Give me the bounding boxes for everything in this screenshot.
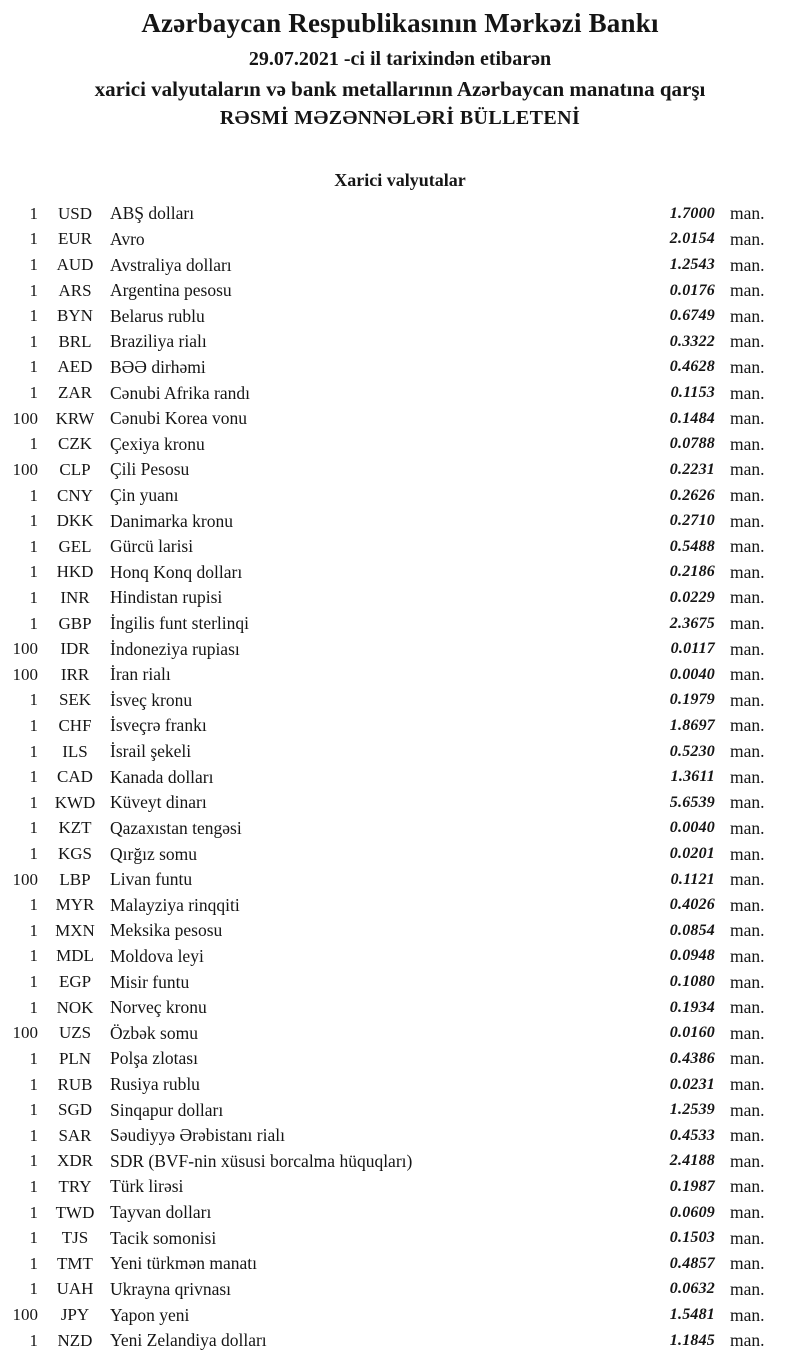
quantity-cell: 1 bbox=[29, 613, 38, 633]
table-row bbox=[0, 1251, 800, 1277]
table-row bbox=[0, 508, 800, 534]
table-row bbox=[0, 1097, 800, 1123]
unit-label-cell: man. bbox=[730, 766, 765, 787]
quantity-cell: 1 bbox=[29, 383, 38, 403]
quantity-cell: 1 bbox=[29, 229, 38, 249]
currency-code-cell: GEL bbox=[58, 536, 92, 556]
currency-code-cell: KWD bbox=[54, 792, 96, 812]
quantity-cell: 1 bbox=[29, 511, 38, 531]
table-row bbox=[0, 969, 800, 995]
table-row bbox=[0, 1225, 800, 1251]
currency-code-cell: AED bbox=[57, 357, 93, 377]
rate-value-cell: 2.0154 bbox=[669, 230, 715, 248]
quantity-cell: 100 bbox=[12, 639, 38, 659]
table-row bbox=[0, 1046, 800, 1072]
rate-value-cell: 0.4386 bbox=[669, 1049, 715, 1067]
table-row bbox=[0, 406, 800, 432]
currency-name-cell: Honq Konq dolları bbox=[110, 561, 243, 582]
rate-value-cell: 0.0609 bbox=[669, 1203, 715, 1221]
rate-value-cell: 0.0632 bbox=[669, 1280, 715, 1298]
rate-value-cell: 1.5481 bbox=[669, 1306, 715, 1323]
quantity-cell: 1 bbox=[29, 767, 38, 787]
table-row bbox=[0, 355, 800, 381]
table-row bbox=[0, 944, 800, 970]
currency-code-cell: DKK bbox=[56, 511, 94, 531]
quantity-cell: 1 bbox=[29, 1202, 38, 1222]
rate-value-cell: 0.0040 bbox=[669, 665, 715, 683]
currency-code-cell: TRY bbox=[58, 1176, 92, 1196]
currency-code-cell: NZD bbox=[57, 1330, 93, 1350]
currency-name-cell: Cənubi Afrika randı bbox=[110, 382, 250, 403]
unit-label-cell: man. bbox=[730, 638, 765, 659]
unit-label-cell: man. bbox=[730, 817, 765, 838]
currency-code-cell: KRW bbox=[55, 408, 95, 428]
currency-code-cell: PLN bbox=[58, 1048, 92, 1068]
rate-value-cell: 0.0231 bbox=[669, 1075, 715, 1093]
unit-label-cell: man. bbox=[730, 869, 765, 890]
table-row bbox=[0, 1277, 800, 1303]
quantity-cell: 1 bbox=[29, 203, 38, 223]
rate-value-cell: 0.1934 bbox=[669, 998, 715, 1016]
table-row bbox=[0, 252, 800, 278]
currency-name-cell: Küveyt dinarı bbox=[110, 792, 207, 813]
table-row bbox=[0, 1149, 800, 1175]
bulletin-title: RƏSMİ MƏZƏNNƏLƏRİ BÜLLETENİ bbox=[219, 107, 581, 129]
rate-value-cell: 0.0176 bbox=[669, 281, 715, 299]
currency-name-cell: Çili Pesosu bbox=[110, 459, 190, 480]
unit-label-cell: man. bbox=[730, 254, 765, 275]
unit-label-cell: man. bbox=[730, 280, 765, 301]
quantity-cell: 1 bbox=[29, 485, 38, 505]
currency-code-cell: EGP bbox=[58, 972, 92, 992]
quantity-cell: 1 bbox=[29, 280, 38, 300]
currency-name-cell: Braziliya rialı bbox=[110, 331, 207, 352]
currency-code-cell: KZT bbox=[58, 818, 92, 838]
currency-code-cell: BRL bbox=[58, 331, 92, 351]
currency-code-cell: TWD bbox=[55, 1202, 95, 1222]
rate-value-cell: 0.6749 bbox=[669, 307, 715, 325]
currency-name-cell: Avstraliya dolları bbox=[110, 254, 232, 275]
unit-label-cell: man. bbox=[730, 1227, 765, 1248]
table-row bbox=[0, 1021, 800, 1047]
unit-label-cell: man. bbox=[730, 920, 765, 941]
quantity-cell: 1 bbox=[29, 587, 38, 607]
rate-value-cell: 1.7000 bbox=[669, 204, 715, 222]
currency-name-cell: İsveç kronu bbox=[110, 689, 193, 710]
currency-name-cell: Qazaxıstan tengəsi bbox=[110, 817, 242, 838]
currency-name-cell: Moldova leyi bbox=[110, 945, 204, 966]
currency-code-cell: KGS bbox=[57, 844, 92, 864]
currency-code-cell: JPY bbox=[60, 1305, 90, 1324]
currency-code-cell: CHF bbox=[58, 715, 92, 735]
currency-code-cell: LBP bbox=[59, 869, 91, 889]
table-row bbox=[0, 457, 800, 483]
quantity-cell: 1 bbox=[29, 1176, 38, 1196]
currency-code-cell: MXN bbox=[55, 920, 95, 940]
unit-label-cell: man. bbox=[730, 997, 765, 1018]
table-row bbox=[0, 867, 800, 893]
table-row bbox=[0, 841, 800, 867]
unit-label-cell: man. bbox=[730, 1074, 765, 1095]
currency-code-cell: XDR bbox=[57, 1151, 93, 1171]
currency-code-cell: TJS bbox=[61, 1228, 89, 1248]
table-row bbox=[0, 1302, 800, 1328]
currency-code-cell: EUR bbox=[58, 229, 92, 249]
rate-value-cell: 0.0948 bbox=[669, 947, 715, 965]
unit-label-cell: man. bbox=[730, 1099, 765, 1120]
rate-value-cell: 0.1484 bbox=[669, 409, 715, 427]
quantity-cell: 100 bbox=[12, 459, 38, 479]
rate-value-cell: 0.1121 bbox=[670, 870, 715, 888]
table-row bbox=[0, 483, 800, 509]
table-row bbox=[0, 560, 800, 586]
rate-value-cell: 5.6539 bbox=[669, 793, 715, 811]
table-row bbox=[0, 227, 800, 253]
currency-code-cell: SAR bbox=[58, 1125, 92, 1145]
section-title-foreign-currencies: Xarici valyutalar bbox=[334, 170, 466, 190]
rate-value-cell: 0.0201 bbox=[669, 845, 715, 863]
currency-code-cell: MDL bbox=[56, 946, 94, 966]
currency-code-cell: ARS bbox=[58, 280, 92, 300]
unit-label-cell: man. bbox=[730, 945, 765, 966]
currency-name-cell: Çin yuanı bbox=[110, 485, 179, 505]
unit-label-cell: man. bbox=[730, 1150, 765, 1171]
currency-name-cell: İndoneziya rupiası bbox=[110, 638, 240, 659]
quantity-cell: 1 bbox=[29, 1100, 38, 1120]
rate-value-cell: 0.5488 bbox=[669, 537, 715, 555]
unit-label-cell: man. bbox=[730, 305, 765, 326]
quantity-cell: 1 bbox=[29, 844, 38, 864]
currency-code-cell: IRR bbox=[60, 664, 90, 684]
currency-name-cell: Hindistan rupisi bbox=[110, 587, 223, 608]
unit-label-cell: man. bbox=[730, 1048, 765, 1069]
rate-value-cell: 0.0117 bbox=[670, 640, 715, 658]
rate-value-cell: 0.4026 bbox=[669, 896, 715, 914]
quantity-cell: 1 bbox=[29, 715, 38, 735]
currency-code-cell: NOK bbox=[56, 997, 94, 1017]
quantity-cell: 1 bbox=[29, 357, 38, 377]
currency-name-cell: Tacik somonisi bbox=[110, 1227, 217, 1248]
unit-label-cell: man. bbox=[730, 689, 765, 710]
currency-name-cell: SDR (BVF-nin xüsusi borcalma hüquqları) bbox=[110, 1150, 413, 1171]
rate-value-cell: 0.4533 bbox=[669, 1126, 715, 1144]
currency-name-cell: Kanada dolları bbox=[110, 766, 214, 787]
currency-name-cell: Polşa zlotası bbox=[110, 1048, 198, 1069]
unit-label-cell: man. bbox=[730, 485, 765, 505]
unit-label-cell: man. bbox=[730, 561, 765, 582]
rate-value-cell: 1.2543 bbox=[669, 256, 715, 274]
table-row bbox=[0, 1200, 800, 1226]
unit-label-cell: man. bbox=[730, 843, 765, 864]
unit-label-cell: man. bbox=[730, 1278, 765, 1299]
table-row bbox=[0, 1328, 800, 1353]
currency-code-cell: CNY bbox=[57, 485, 93, 505]
unit-label-cell: man. bbox=[730, 894, 765, 915]
unit-label-cell: man. bbox=[730, 203, 765, 224]
quantity-cell: 1 bbox=[29, 1228, 38, 1248]
table-row bbox=[0, 918, 800, 944]
currency-name-cell: Belarus rublu bbox=[110, 305, 205, 326]
unit-label-cell: man. bbox=[730, 1304, 765, 1325]
currency-code-cell: GBP bbox=[58, 613, 92, 633]
unit-label-cell: man. bbox=[730, 1176, 765, 1197]
currency-name-cell: Səudiyyə Ərəbistanı rialı bbox=[110, 1125, 285, 1146]
currency-code-cell: ILS bbox=[62, 741, 88, 761]
quantity-cell: 100 bbox=[12, 664, 38, 684]
effective-date-line: 29.07.2021 -ci il tarixindən etibarən bbox=[248, 48, 552, 70]
rate-value-cell: 0.5230 bbox=[669, 742, 715, 760]
rate-value-cell: 0.4857 bbox=[669, 1254, 715, 1272]
table-row bbox=[0, 1123, 800, 1149]
quantity-cell: 1 bbox=[29, 1253, 38, 1273]
table-row bbox=[0, 764, 800, 790]
unit-label-cell: man. bbox=[730, 433, 765, 454]
quantity-cell: 100 bbox=[12, 408, 38, 428]
unit-label-cell: man. bbox=[730, 1022, 765, 1043]
currency-name-cell: Çexiya kronu bbox=[110, 433, 205, 454]
quantity-cell: 1 bbox=[29, 972, 38, 992]
table-row bbox=[0, 790, 800, 816]
table-row bbox=[0, 611, 800, 637]
quantity-cell: 1 bbox=[29, 434, 38, 454]
rate-value-cell: 1.2539 bbox=[669, 1101, 715, 1119]
rate-value-cell: 0.0040 bbox=[669, 819, 715, 837]
quantity-cell: 1 bbox=[29, 818, 38, 838]
unit-label-cell: man. bbox=[730, 536, 765, 557]
quantity-cell: 1 bbox=[29, 792, 38, 812]
unit-label-cell: man. bbox=[730, 741, 765, 762]
rate-value-cell: 0.0788 bbox=[669, 435, 715, 453]
currency-code-cell: ZAR bbox=[58, 383, 92, 403]
quantity-cell: 1 bbox=[29, 536, 38, 556]
quantity-cell: 1 bbox=[29, 562, 38, 582]
currency-name-cell: Avro bbox=[110, 228, 145, 249]
currency-code-cell: UZS bbox=[58, 1023, 92, 1043]
rate-value-cell: 0.1979 bbox=[669, 691, 715, 709]
rate-value-cell: 0.2231 bbox=[669, 460, 715, 478]
quantity-cell: 1 bbox=[29, 1151, 38, 1171]
currency-code-cell: USD bbox=[57, 203, 92, 223]
currency-name-cell: Argentina pesosu bbox=[110, 280, 232, 301]
unit-label-cell: man. bbox=[730, 1253, 765, 1274]
currency-name-cell: Yeni türkmən manatı bbox=[110, 1253, 257, 1274]
quantity-cell: 1 bbox=[29, 920, 38, 940]
currency-code-cell: AUD bbox=[56, 255, 94, 275]
currency-name-cell: Danimarka kronu bbox=[110, 510, 233, 531]
table-row bbox=[0, 201, 800, 227]
currency-name-cell: Gürcü larisi bbox=[110, 536, 194, 557]
currency-name-cell: Ukrayna qrivnası bbox=[110, 1278, 232, 1299]
table-row bbox=[0, 816, 800, 842]
quantity-cell: 1 bbox=[29, 997, 38, 1017]
quantity-cell: 100 bbox=[12, 869, 38, 889]
table-row bbox=[0, 662, 800, 688]
quantity-cell: 1 bbox=[29, 690, 38, 710]
rate-value-cell: 0.2710 bbox=[669, 512, 715, 530]
rate-value-cell: 0.2186 bbox=[669, 563, 715, 581]
currency-name-cell: Meksika pesosu bbox=[110, 920, 223, 941]
rate-value-cell: 2.3675 bbox=[669, 614, 715, 632]
table-row bbox=[0, 739, 800, 765]
currency-name-cell: Yeni Zelandiya dolları bbox=[110, 1330, 267, 1351]
currency-name-cell: Sinqapur dolları bbox=[110, 1099, 224, 1120]
currency-name-cell: Qırğız somu bbox=[110, 843, 198, 864]
rate-value-cell: 0.0160 bbox=[669, 1024, 715, 1042]
currency-code-cell: CZK bbox=[58, 434, 92, 454]
unit-label-cell: man. bbox=[730, 331, 765, 352]
currency-name-cell: İran rialı bbox=[110, 664, 171, 685]
table-row bbox=[0, 1072, 800, 1098]
unit-label-cell: man. bbox=[730, 1330, 765, 1351]
currency-name-cell: Yapon yeni bbox=[110, 1304, 190, 1325]
currency-code-cell: INR bbox=[60, 587, 90, 607]
rates-table-body bbox=[0, 201, 800, 1353]
currency-name-cell: İsveçrə frankı bbox=[110, 715, 207, 736]
currency-name-cell: Malayziya rinqqiti bbox=[110, 894, 240, 915]
currency-code-cell: SGD bbox=[57, 1100, 92, 1120]
currency-name-cell: Cənubi Korea vonu bbox=[110, 408, 248, 429]
unit-label-cell: man. bbox=[730, 408, 765, 429]
currency-name-cell: Misir funtu bbox=[110, 971, 190, 992]
currency-name-cell: Özbək somu bbox=[110, 1022, 198, 1043]
quantity-cell: 1 bbox=[29, 946, 38, 966]
unit-label-cell: man. bbox=[730, 382, 765, 403]
currency-code-cell: RUB bbox=[57, 1074, 93, 1094]
table-row bbox=[0, 636, 800, 662]
quantity-cell: 100 bbox=[12, 1023, 38, 1043]
currency-code-cell: HKD bbox=[56, 562, 94, 582]
currency-name-cell: İngilis funt sterlinqi bbox=[110, 613, 250, 634]
quantity-cell: 1 bbox=[29, 1279, 38, 1299]
table-row bbox=[0, 329, 800, 355]
table-row bbox=[0, 278, 800, 304]
table-row bbox=[0, 534, 800, 560]
unit-label-cell: man. bbox=[730, 792, 765, 813]
rate-value-cell: 0.1080 bbox=[669, 973, 715, 991]
rate-value-cell: 1.1845 bbox=[669, 1331, 715, 1349]
currency-name-cell: Türk lirəsi bbox=[110, 1176, 184, 1197]
currency-name-cell: İsrail şekeli bbox=[110, 741, 192, 762]
unit-label-cell: man. bbox=[730, 1125, 765, 1146]
currency-code-cell: BYN bbox=[57, 306, 93, 326]
unit-label-cell: man. bbox=[730, 971, 765, 992]
document-header bbox=[0, 0, 800, 130]
rate-value-cell: 0.0229 bbox=[669, 588, 715, 606]
quantity-cell: 1 bbox=[29, 255, 38, 275]
quantity-cell: 100 bbox=[12, 1305, 38, 1324]
currency-name-cell: Livan funtu bbox=[110, 869, 193, 890]
currency-code-cell: UAH bbox=[56, 1279, 94, 1299]
rate-value-cell: 0.1153 bbox=[670, 384, 715, 402]
currency-code-cell: CLP bbox=[59, 459, 91, 479]
currency-code-cell: SEK bbox=[58, 690, 92, 710]
table-row bbox=[0, 713, 800, 739]
table-row bbox=[0, 688, 800, 714]
rate-value-cell: 0.0854 bbox=[669, 921, 715, 939]
currency-name-cell: Rusiya rublu bbox=[110, 1074, 200, 1095]
unit-label-cell: man. bbox=[730, 587, 765, 608]
unit-label-cell: man. bbox=[730, 613, 765, 634]
unit-label-cell: man. bbox=[730, 510, 765, 531]
unit-label-cell: man. bbox=[730, 664, 765, 685]
currency-code-cell: CAD bbox=[57, 767, 93, 787]
table-row bbox=[0, 892, 800, 918]
currency-name-cell: Tayvan dolları bbox=[110, 1202, 212, 1223]
rate-value-cell: 0.4628 bbox=[669, 358, 715, 376]
rate-value-cell: 0.1987 bbox=[669, 1177, 715, 1195]
table-row bbox=[0, 995, 800, 1021]
table-row bbox=[0, 303, 800, 329]
table-row bbox=[0, 431, 800, 457]
currency-code-cell: TMT bbox=[57, 1253, 93, 1273]
quantity-cell: 1 bbox=[29, 741, 38, 761]
rate-value-cell: 2.4188 bbox=[669, 1152, 715, 1170]
unit-label-cell: man. bbox=[730, 1202, 765, 1223]
quantity-cell: 1 bbox=[29, 1125, 38, 1145]
bank-title: Azərbaycan Respublikasının Mərkəzi Bankı bbox=[141, 8, 659, 38]
rate-value-cell: 0.3322 bbox=[669, 332, 715, 350]
currency-name-cell: ABŞ dolları bbox=[110, 203, 195, 224]
subject-line: xarici valyutaların və bank metallarının Azərbaycan manatına qarşı bbox=[94, 77, 706, 101]
quantity-cell: 1 bbox=[29, 1330, 38, 1350]
unit-label-cell: man. bbox=[730, 228, 765, 249]
table-row bbox=[0, 585, 800, 611]
unit-label-cell: man. bbox=[730, 715, 765, 736]
quantity-cell: 1 bbox=[29, 306, 38, 326]
quantity-cell: 1 bbox=[29, 1048, 38, 1068]
rate-value-cell: 0.2626 bbox=[669, 486, 715, 504]
unit-label-cell: man. bbox=[730, 356, 765, 377]
currency-name-cell: BƏƏ dirhəmi bbox=[110, 356, 206, 377]
table-row bbox=[0, 1174, 800, 1200]
rate-value-cell: 0.1503 bbox=[669, 1229, 715, 1247]
rate-value-cell: 1.3611 bbox=[670, 768, 715, 786]
currency-name-cell: Norveç kronu bbox=[110, 997, 207, 1018]
unit-label-cell: man. bbox=[730, 459, 765, 480]
currency-code-cell: MYR bbox=[55, 895, 95, 915]
table-row bbox=[0, 380, 800, 406]
quantity-cell: 1 bbox=[29, 331, 38, 351]
rate-value-cell: 1.8697 bbox=[669, 716, 715, 734]
quantity-cell: 1 bbox=[29, 1074, 38, 1094]
currency-code-cell: IDR bbox=[60, 639, 90, 659]
quantity-cell: 1 bbox=[29, 895, 38, 915]
